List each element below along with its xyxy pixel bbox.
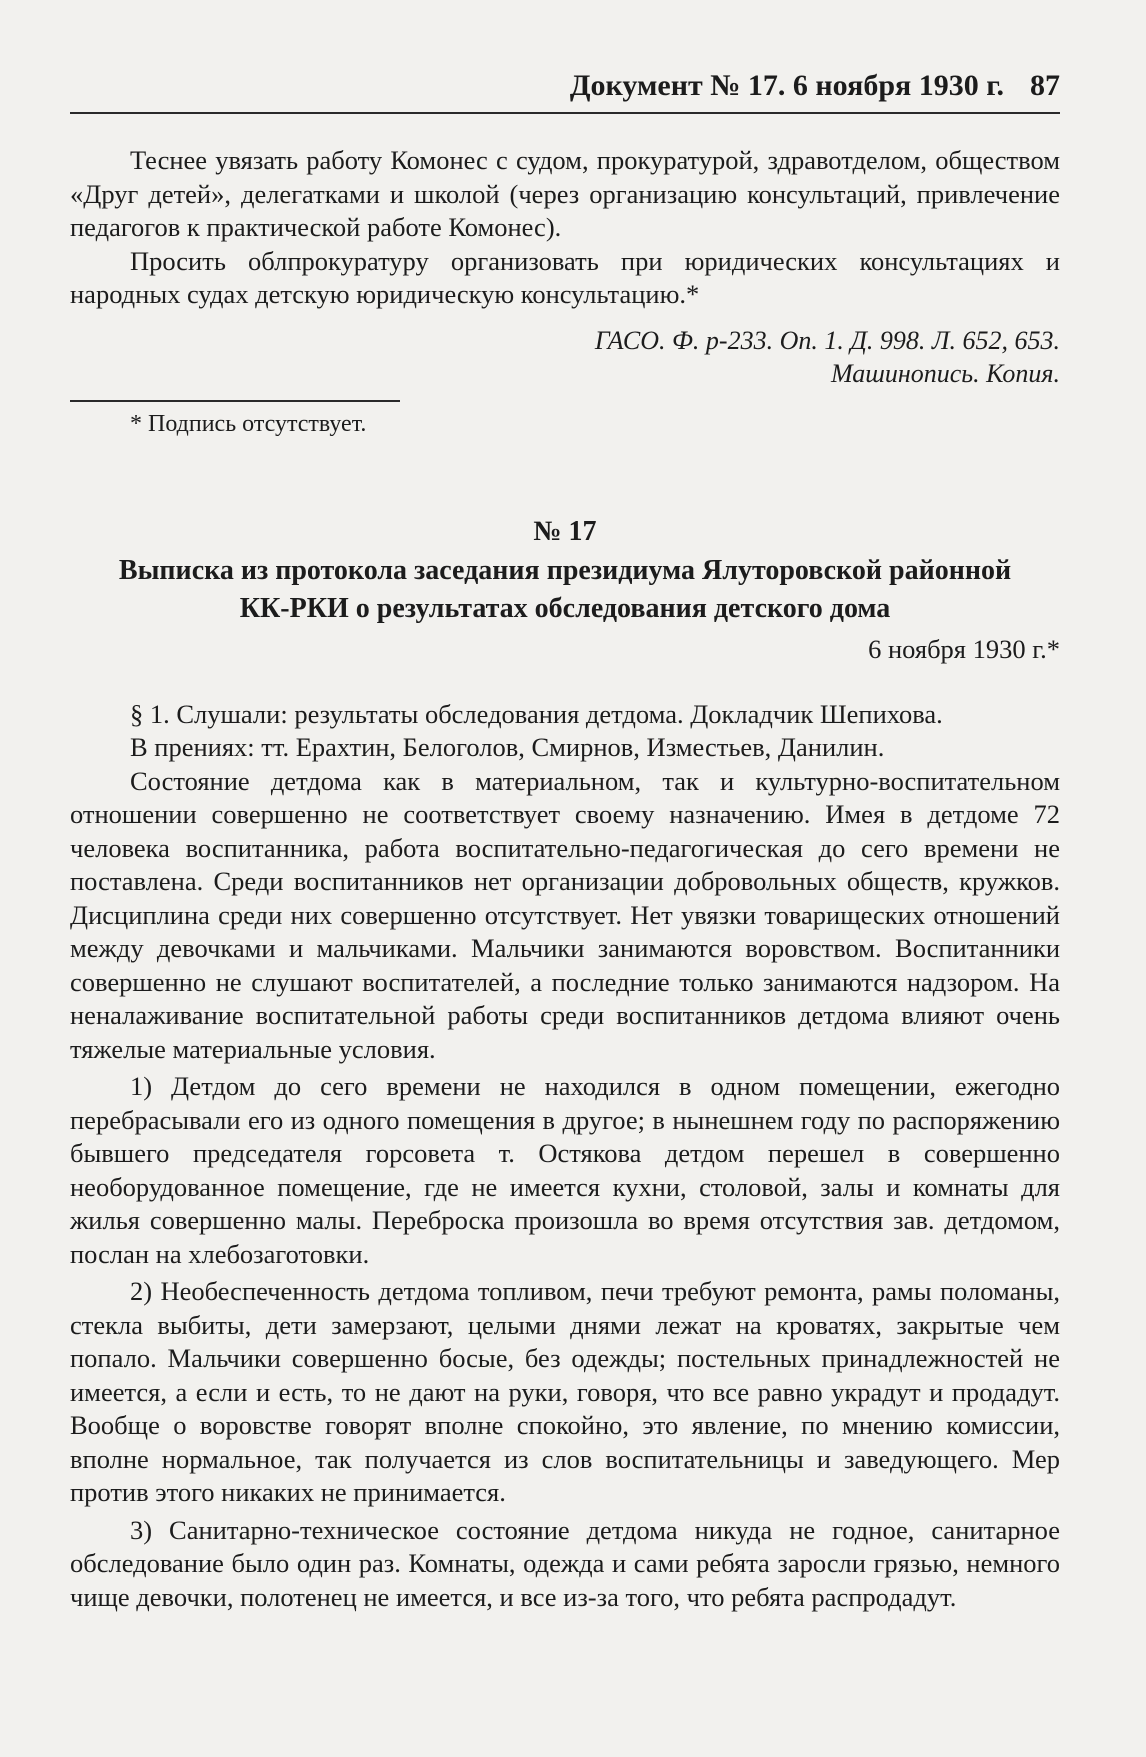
- archive-reference: ГАСО. Ф. р-233. Оп. 1. Д. 998. Л. 652, 653.: [594, 325, 1060, 355]
- paragraph: В прениях: тт. Ерахтин, Белоголов, Смирнов, Изместьев, Данилин.: [130, 732, 885, 762]
- paragraph: Состояние детдома как в материальном, так и культурно-воспитательном отношении совершенно не соответствует своему назначению. Имея в детдоме 72 человека воспитанника, работа воспитательно-педагогическая до сего времени не поставлена. Среди воспитанников нет организации добровольных обществ, кружков. Дисциплина среди них совершенно отсутствует. Нет увязки товарищеских отношений между девочками и мальчиками. Мальчики занимаются воровством. Воспитанники совершенно не слушают воспитателей, а последние только занимаются надзором. На неналаживание воспитательной работы среди воспитанников детдома влияют очень тяжелые материальные условия.: [70, 765, 1060, 1064]
- archive-source: [70, 324, 1060, 390]
- paragraph: § 1. Слушали: результаты обследования детдома. Докладчик Шепихова.: [130, 698, 943, 729]
- document-number: № 17: [533, 515, 597, 547]
- paragraph: 2) Необеспеченность детдома топливом, печи требуют ремонта, рамы поломаны, стекла выбиты, дети замерзают, целыми днями лежат на кроватях, закрытые чем попало. Мальчики совершенно босые, без одежды; постельных принадлежностей не имеется, а если и есть, то не дают на руки, говоря, что все равно украдут и продадут. Вообще о воровстве говорят вполне спокойно, это явление, по мнению комиссии, вполне нормальное, так получается из слов воспитательницы и заведующего. Мер против этого никаких не принимается.: [70, 1276, 1060, 1507]
- paragraph: 3) Санитарно-техническое состояние детдома никуда не годное, санитарное обследование было один раз. Комнаты, одежда и сами ребята заросли грязью, немного чище девочки, полотенец не имеется, и все из-за того, что ребята распродадут.: [70, 1514, 1060, 1612]
- footnote: * Подпись отсутствует.: [130, 410, 367, 437]
- previous-document-ending: [70, 144, 1060, 440]
- paragraph: Теснее увязать работу Комонес с судом, прокуратурой, здравотделом, обществом «Друг детей», делегатками и школой (через организацию консультаций, привлечение педагогов к практической работе Комонес).: [70, 145, 1060, 242]
- page-number: 87: [1030, 69, 1060, 102]
- copy-type: Машинопись. Копия.: [830, 358, 1060, 388]
- document-page: [70, 60, 1060, 1614]
- document-date: 6 ноября 1930 г.*: [868, 633, 1060, 664]
- document-title-line: Выписка из протокола заседания президиума Ялуторовской районной: [118, 554, 1012, 586]
- paragraph: 1) Детдом до сего времени не находился в одном помещении, ежегодно перебрасывали его из одного помещения в другое; в нынешнем году по распоряжению бывшего председателя горсовета т. Остякова детдом перешел в совершенно необорудованное помещение, где не имеется кухни, столовой, залы и комнаты для жилья совершенно малы. Переброска произошла во время отсутствия зав. детдомом, послан на хлебозаготовки.: [70, 1071, 1060, 1269]
- running-head-title: Документ № 17. 6 ноября 1930 г.: [569, 69, 1004, 102]
- paragraph: Просить облпрокуратуру организовать при юридических консультациях и народных судах детскую юридическую консультацию.*: [70, 245, 1060, 309]
- document-title: [70, 552, 1060, 628]
- running-head: [70, 60, 1060, 114]
- document-title-line: КК-РКИ о результатах обследования детского дома: [239, 592, 891, 624]
- document-body: [70, 698, 1060, 1615]
- footnote-divider: [70, 400, 400, 402]
